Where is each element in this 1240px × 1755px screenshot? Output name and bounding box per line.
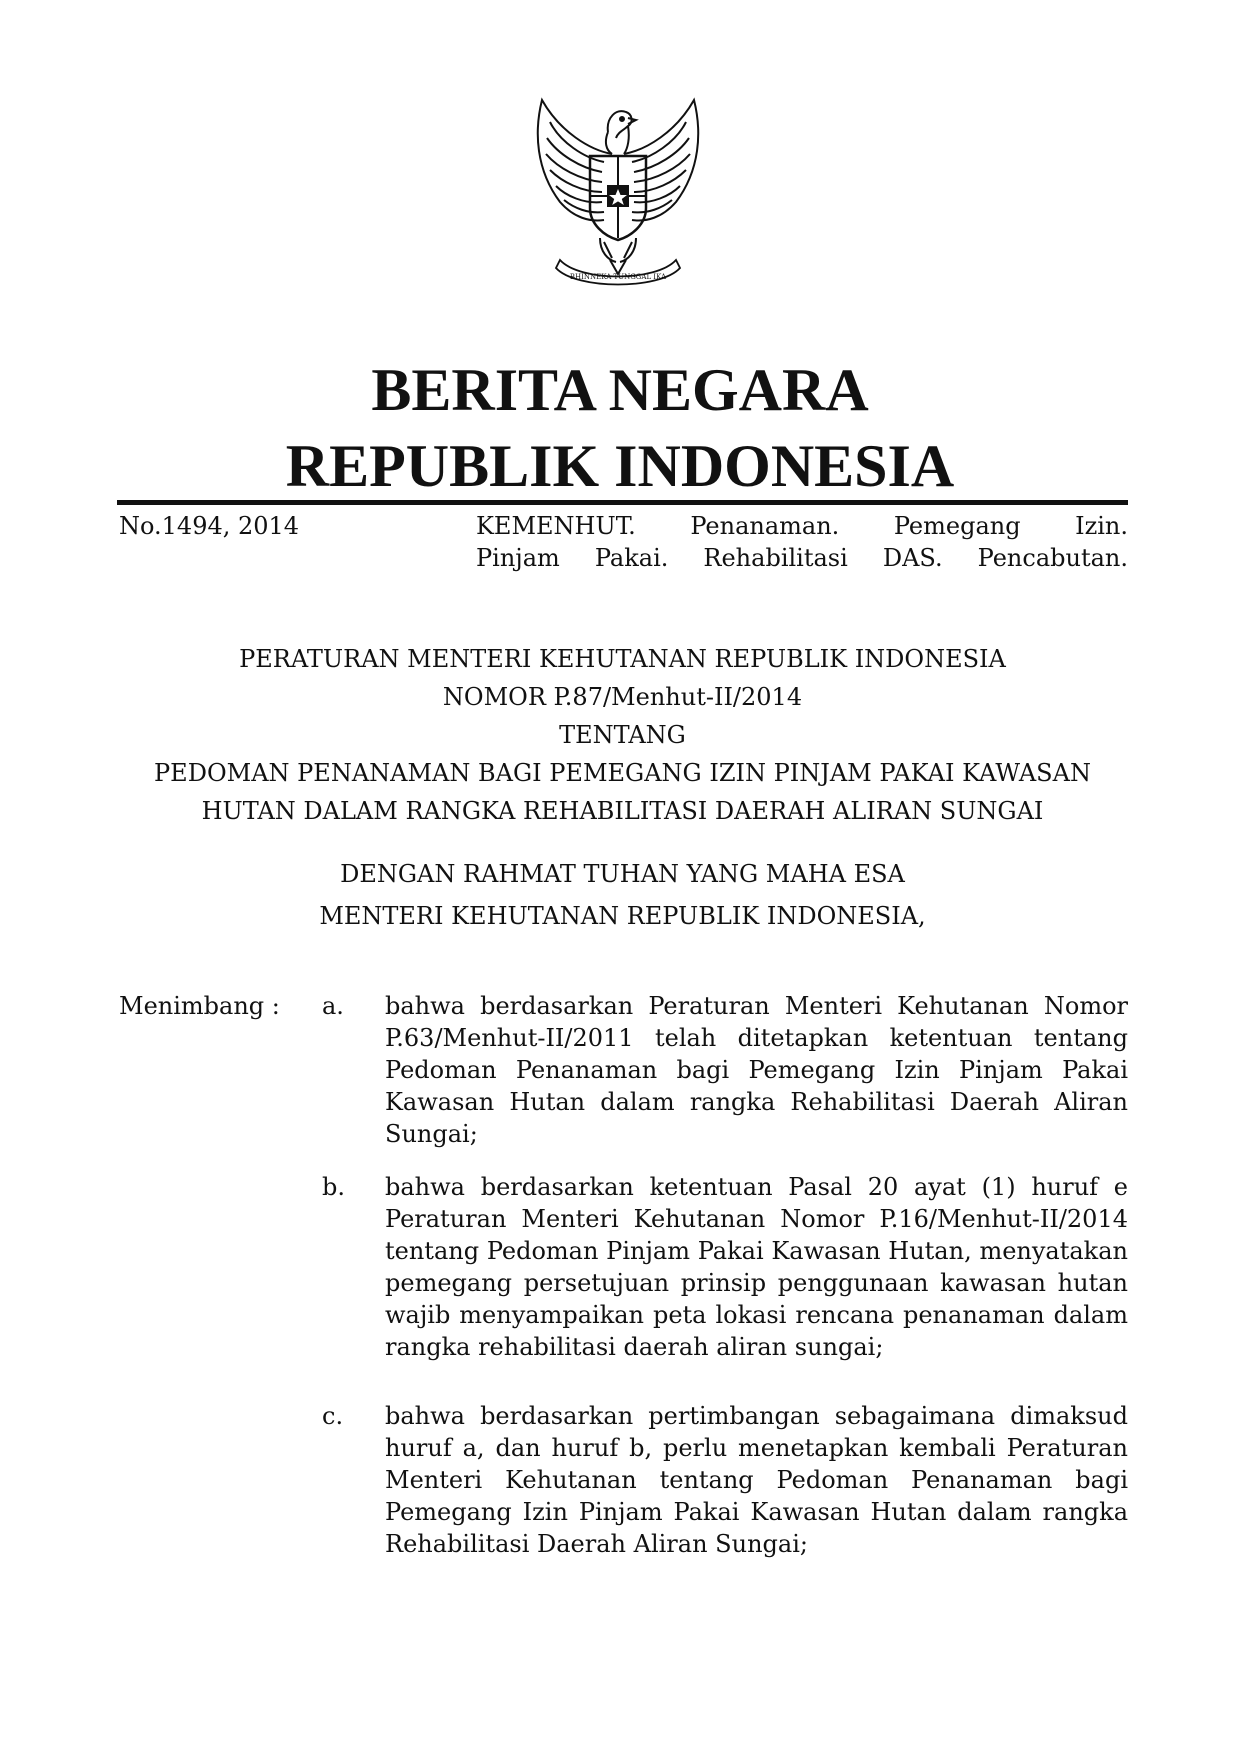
regulation-subject: PEDOMAN PENANAMAN BAGI PEMEGANG IZIN PINJAM PAKAI KAWASAN <box>154 759 1091 787</box>
consideration-text: bahwa berdasarkan ketentuan Pasal 20 ayat (1) huruf e Peraturan Menteri Kehutanan Nomor P.16/Menhut-II/2014 tentang Pedoman Pinjam Pakai Kawasan Hutan, menyatakan pemegang persetujuan prinsip penggunaan kawasan hutan wajib menyampaikan peta lokasi rencana penanaman dalam rangka rehabilitasi daerah aliran sungai; <box>385 1173 1128 1361</box>
issue-keywords-line: Pinjam Pakai. Rehabilitasi DAS. Pencabutan. <box>476 544 1128 572</box>
regulation-line: PERATURAN MENTERI KEHUTANAN REPUBLIK INDONESIA <box>239 645 1006 673</box>
consideration-letter: b. <box>322 1173 345 1201</box>
consideration-text: bahwa berdasarkan Peraturan Menteri Kehutanan Nomor P.63/Menhut-II/2011 telah ditetapkan ketentuan tentang Pedoman Penanaman bagi Pemegang Izin Pinjam Pakai Kawasan Hutan dalam rangka Rehabilitasi Daerah Aliran Sungai; <box>385 992 1128 1148</box>
consideration-letter: c. <box>322 1402 344 1430</box>
issue-keywords <box>476 510 1128 574</box>
considerations-label: Menimbang : <box>119 992 280 1020</box>
consideration-letter: a. <box>322 992 344 1020</box>
regulation-number: NOMOR P.87/Menhut-II/2014 <box>442 683 803 711</box>
regulation-line: TENTANG <box>559 721 686 749</box>
masthead-subtitle: REPUBLIK INDONESIA <box>285 433 955 499</box>
invocation-line: MENTERI KEHUTANAN REPUBLIK INDONESIA, <box>319 902 926 930</box>
consideration-text: bahwa berdasarkan pertimbangan sebagaimana dimaksud huruf a, dan huruf b, perlu menetapkan kembali Peraturan Menteri Kehutanan tentang Pedoman Penanaman bagi Pemegang Izin Pinjam Pakai Kawasan Hutan dalam rangka Rehabilitasi Daerah Aliran Sungai; <box>385 1402 1128 1558</box>
masthead-title: BERITA NEGARA <box>371 357 869 423</box>
invocation <box>117 853 1128 937</box>
garuda-pancasila-emblem-icon <box>520 92 716 292</box>
consideration-item <box>322 990 1128 1150</box>
masthead-divider <box>117 500 1128 505</box>
regulation-title <box>117 640 1128 830</box>
issue-keywords-line: KEMENHUT. Penanaman. Pemegang Izin. <box>476 512 1128 540</box>
consideration-item <box>322 1400 1128 1560</box>
regulation-subject: HUTAN DALAM RANGKA REHABILITASI DAERAH ALIRAN SUNGAI <box>201 797 1044 825</box>
consideration-item <box>322 1171 1128 1363</box>
svg-text:BHINNEKA TUNGGAL IKA: BHINNEKA TUNGGAL IKA <box>569 273 667 281</box>
issue-number: No.1494, 2014 <box>119 512 300 540</box>
invocation-line: DENGAN RAHMAT TUHAN YANG MAHA ESA <box>340 860 905 888</box>
